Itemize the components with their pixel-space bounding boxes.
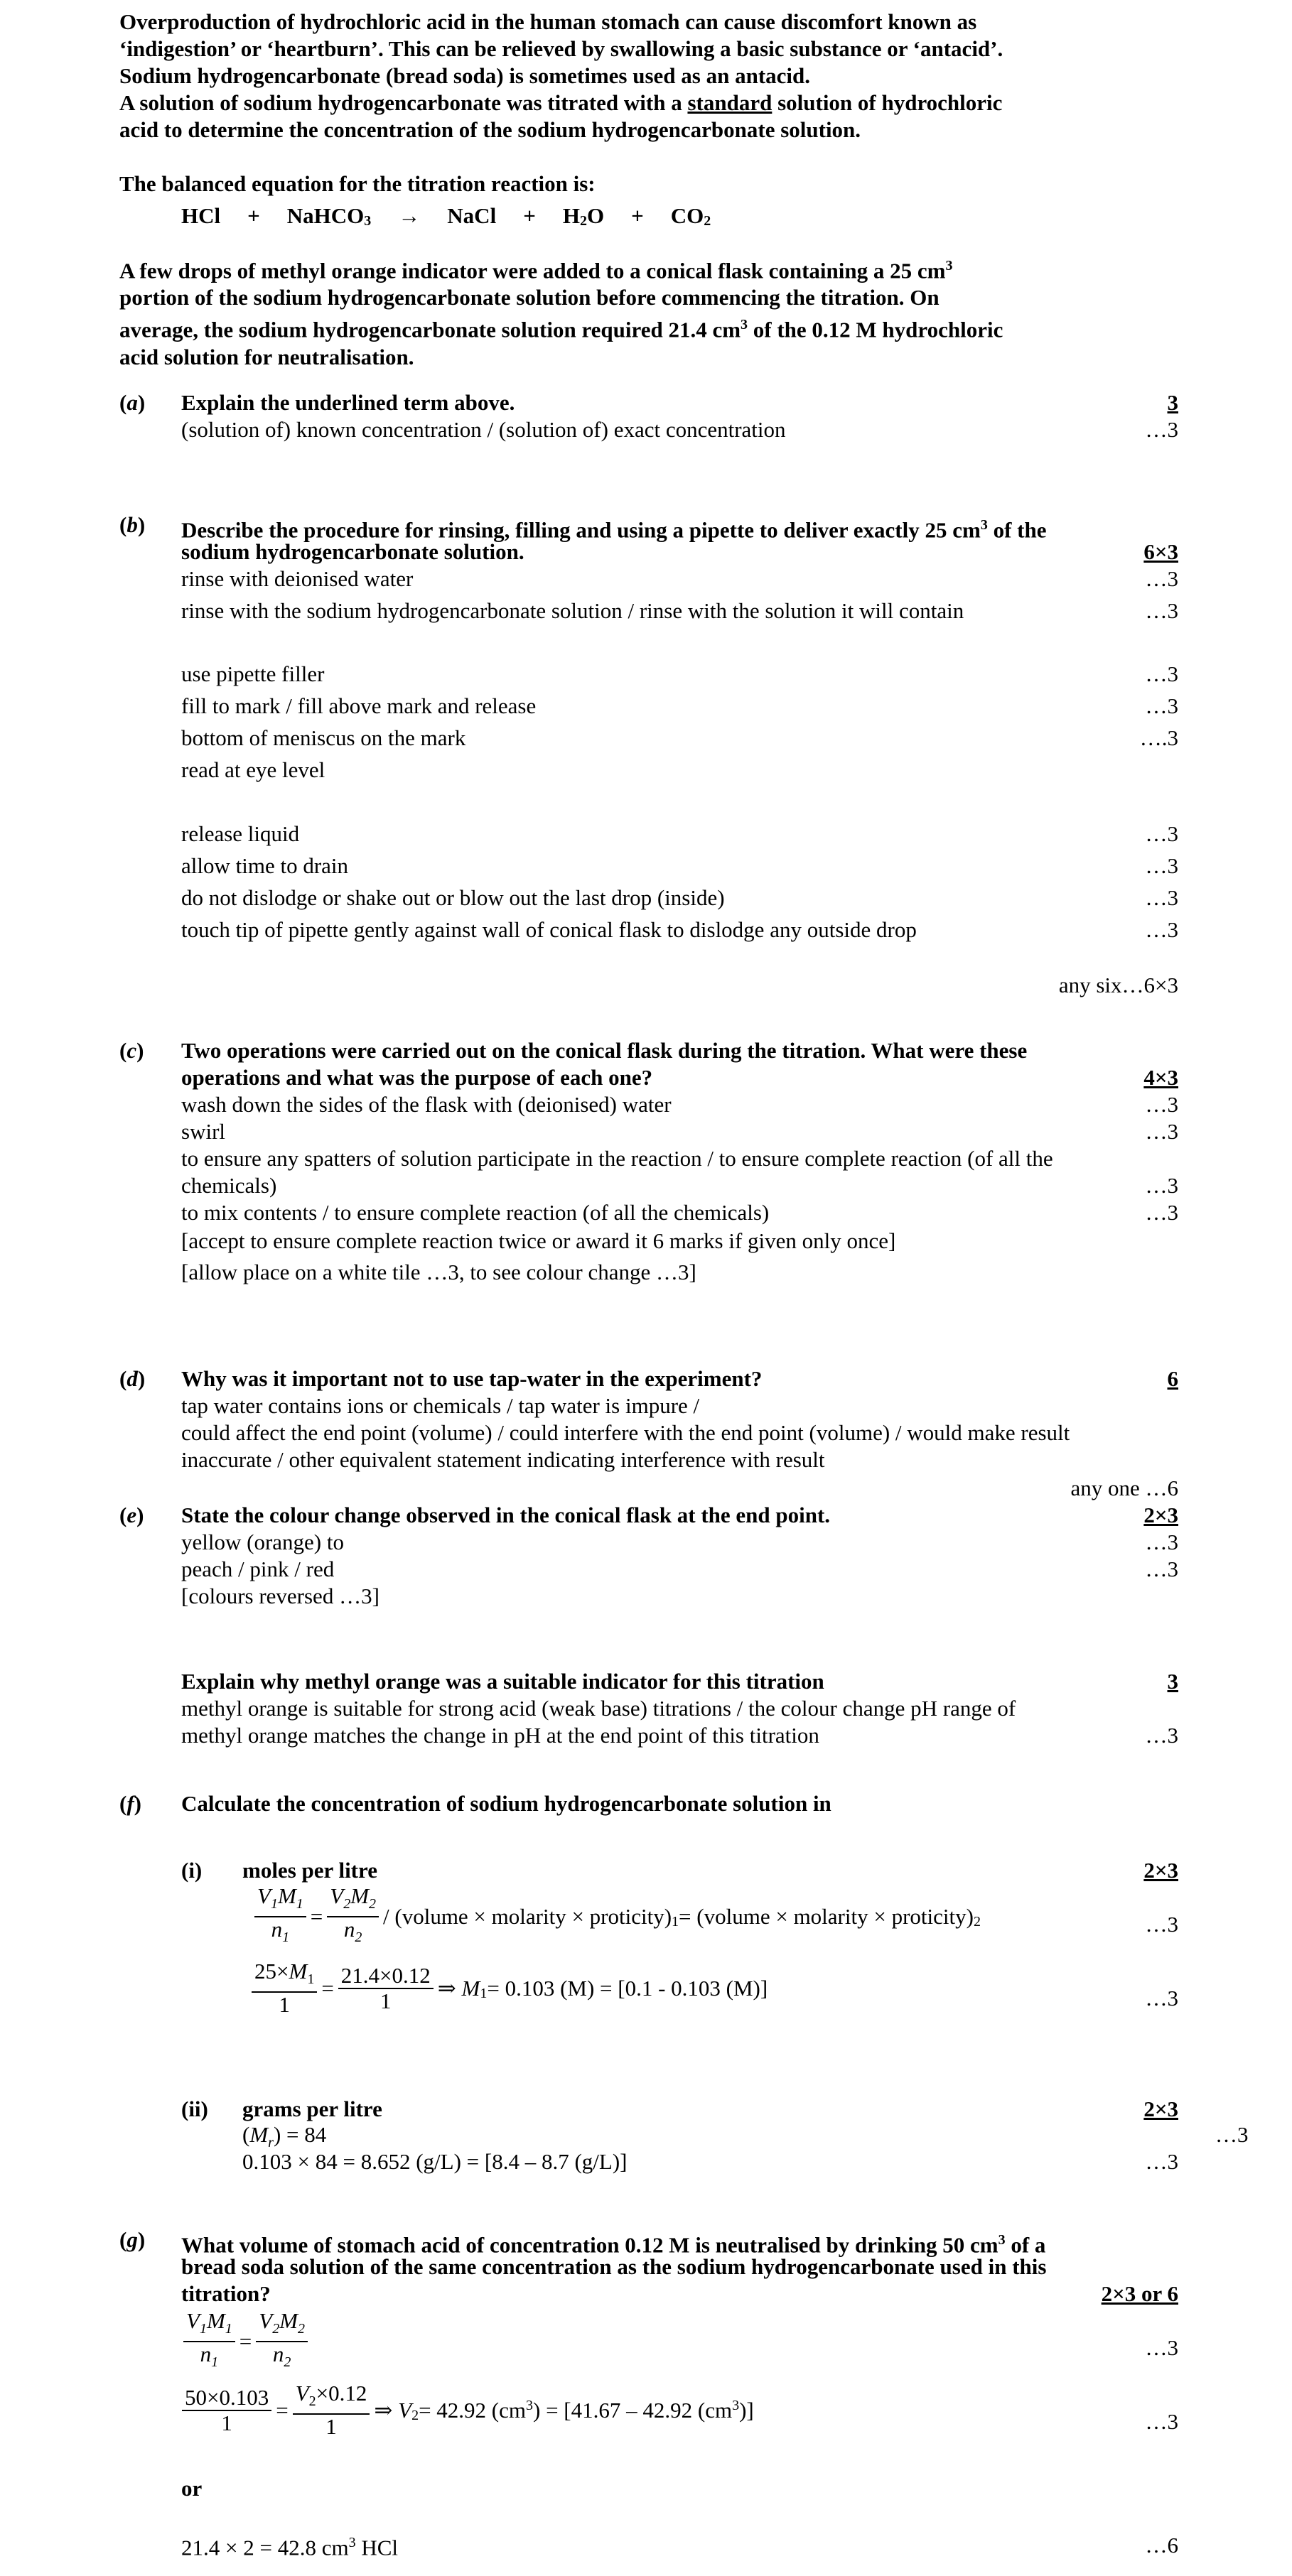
- question-text: bread soda solution of the same concentration as the sodium hydrogencarbonate used in this: [181, 2254, 1047, 2279]
- intro-line: portion of the sodium hydrogencarbonate solution before commencing the titration. On: [119, 285, 940, 310]
- question-text: titration?: [181, 2281, 271, 2306]
- answer-line: allow time to drain: [181, 853, 349, 878]
- answer-line: rinse with the sodium hydrogencarbonate solution / rinse with the solution it will contain: [181, 598, 964, 623]
- marks: …3: [1145, 1092, 1178, 1117]
- question-label: (a): [119, 390, 146, 415]
- formula-v1m1-v2m2-g: $\frac{V_1M_1}{n_1}$ = $\frac{V_2M_2}{n_2}$: [179, 2309, 312, 2374]
- marks: …3: [1145, 661, 1178, 686]
- marks-summary: any six…6×3: [1058, 973, 1178, 997]
- marks: …3: [1145, 598, 1178, 623]
- question-label: (c): [119, 1038, 144, 1063]
- marks: …3: [1145, 1200, 1178, 1225]
- marks: …3: [1145, 917, 1178, 942]
- balanced-equation: HCl + NaHCO $_3$ → NaCl + H $_2$ O + CO $_2$: [181, 203, 711, 229]
- answer-line: swirl: [181, 1119, 225, 1144]
- answer-line: to ensure any spatters of solution participate in the reaction / to ensure complete reaction (of all the: [181, 1146, 1053, 1171]
- intro-paragraph-1: [119, 9, 1129, 144]
- question-text: sodium hydrogencarbonate solution.: [181, 539, 524, 564]
- fraction: $\frac{V_2\times 0.12}{1}$: [293, 2381, 370, 2439]
- intro-line: A few drops of methyl orange indicator were added to a conical flask containing a 25 $cm^3$: [119, 258, 953, 283]
- sub-title: grams per litre: [242, 2096, 382, 2121]
- intro-line: ‘indigestion’ or ‘heartburn’. This can be relieved by swallowing a basic substance or ‘antacid’.: [119, 36, 1003, 61]
- marks: …3: [1145, 417, 1178, 442]
- question-label: (b): [119, 512, 146, 537]
- question-text: Two operations were carried out on the conical flask during the titration. What were these: [181, 1038, 1028, 1063]
- answer-line: could affect the end point (volume) / could interfere with the end point (volume) / would make result: [181, 1420, 1070, 1445]
- formula-v1m1-v2m2: $\frac{V_1M_1}{n_1}$ = $\frac{V_2M_2}{n_2}$ / (volume × molarity × proticity) $_1$ = (volume × molarity × proticity) $_2$: [250, 1884, 981, 1949]
- question-label: (e): [119, 1503, 144, 1527]
- answer-line: inaccurate / other equivalent statement indicating interference with result: [181, 1447, 825, 1472]
- answer-line: chemicals): [181, 1173, 277, 1198]
- fraction: $\frac{21.4\times 0.12}{1}$: [338, 1964, 434, 2013]
- marks: …3: [1145, 1530, 1178, 1554]
- marks: 2×3: [1143, 1503, 1178, 1527]
- marks-summary: any one …6: [1070, 1476, 1178, 1500]
- answer-line: yellow (orange) to: [181, 1530, 344, 1554]
- intro-line: Sodium hydrogencarbonate (bread soda) is sometimes used as an antacid.: [119, 63, 811, 88]
- question-text: operations and what was the purpose of each one?: [181, 1065, 653, 1090]
- question-label: (d): [119, 1366, 146, 1391]
- answer-line: release liquid: [181, 821, 300, 846]
- question-text: Describe the procedure for rinsing, filling and using a pipette to deliver exactly 25 $cm^3$ of the: [181, 517, 1047, 543]
- answer-line: tap water contains ions or chemicals / tap water is impure /: [181, 1393, 700, 1418]
- answer-line: methyl orange is suitable for strong acid (weak base) titrations / the colour change pH range of: [181, 1696, 1016, 1721]
- answer-line: fill to mark / fill above mark and release: [181, 693, 537, 718]
- question-label: (g): [119, 2227, 146, 2252]
- marks: 2×3: [1143, 1858, 1178, 1883]
- sub-label: (ii): [181, 2096, 208, 2121]
- answer-line: rinse with deionised water: [181, 566, 414, 591]
- marks: 2×3 or 6: [1101, 2281, 1178, 2306]
- question-text: Explain why methyl orange was a suitable indicator for this titration: [181, 1669, 824, 1694]
- fraction: $\frac{V_2M_2}{n_2}$: [327, 1884, 379, 1949]
- marks: …3: [1145, 885, 1178, 910]
- marks: …3: [1145, 2149, 1178, 2174]
- marks: …3: [1145, 693, 1178, 718]
- intro-paragraph-3: [119, 252, 1129, 371]
- answer-line: 21.4 × 2 = 42.8 $cm^3$ HCl: [181, 2535, 399, 2560]
- answer-line: read at eye level: [181, 757, 325, 782]
- marks: ….3: [1139, 725, 1178, 750]
- fraction: $\frac{50\times 0.103}{1}$: [182, 2386, 271, 2435]
- marks: …3: [1145, 2335, 1178, 2360]
- answer-note: [colours reversed …3]: [181, 1584, 379, 1608]
- answer-line: use pipette filler: [181, 661, 325, 686]
- question-text: Why was it important not to use tap-water in the experiment?: [181, 1366, 763, 1391]
- marks: …3: [1145, 1119, 1178, 1144]
- marks: 3: [1167, 390, 1178, 415]
- marks: 6: [1167, 1366, 1178, 1391]
- equation-title: The balanced equation for the titration reaction is:: [119, 171, 596, 196]
- intro-line: acid solution for neutralisation.: [119, 344, 414, 369]
- marks: …3: [1145, 1986, 1178, 2011]
- answer-line: (solution of) known concentration / (solution of) exact concentration: [181, 417, 786, 442]
- question-text: What volume of stomach acid of concentration 0.12 M is neutralised by drinking 50 $cm^3$ of a: [181, 2232, 1046, 2258]
- underlined-term: standard: [687, 90, 772, 115]
- marks: …3: [1145, 1557, 1178, 1581]
- answer-line: bottom of meniscus on the mark: [181, 725, 466, 750]
- answer-line: 0.103 × 84 = 8.652 (g/L) = [8.4 – 8.7 (g/L)]: [242, 2149, 628, 2174]
- answer-line: $(M_r) = 84$: [242, 2122, 327, 2151]
- marks: 4×3: [1143, 1065, 1178, 1090]
- formula-calc-v2: $\frac{50\times 0.103}{1}$ = $\frac{V_2\times 0.12}{1}$ ⇒ V $_2$ = 42.92 (cm $^3$ ) = [41.67 – 42.92 (cm $^3$ )]: [178, 2381, 754, 2439]
- answer-line: peach / pink / red: [181, 1557, 335, 1581]
- fraction: $\frac{V_1M_1}{n_1}$: [254, 1884, 306, 1949]
- marks: …3: [1145, 566, 1178, 591]
- stray-marks: …3: [1215, 2122, 1249, 2147]
- fraction: $\frac{V_2M_2}{n_2}$: [256, 2309, 308, 2374]
- marks: 3: [1167, 1669, 1178, 1694]
- marks: 6×3: [1143, 539, 1178, 564]
- question-label: (f): [119, 1791, 141, 1816]
- answer-line: methyl orange matches the change in pH at the end point of this titration: [181, 1723, 819, 1748]
- question-text: Calculate the concentration of sodium hydrogencarbonate solution in: [181, 1791, 831, 1816]
- marks: …3: [1145, 821, 1178, 846]
- marks: …3: [1145, 1173, 1178, 1198]
- marks: 2×3: [1143, 2096, 1178, 2121]
- marks: …3: [1145, 2409, 1178, 2434]
- or-separator: or: [181, 2476, 203, 2501]
- answer-note: [allow place on a white tile …3, to see colour change …3]: [181, 1260, 696, 1284]
- intro-line: average, the sodium hydrogencarbonate solution required 21.4 $cm^3$ of the 0.12 M hydrochloric: [119, 317, 1003, 342]
- intro-line: A solution of sodium hydrogencarbonate was titrated with a standard solution of hydrochloric: [119, 90, 1003, 115]
- answer-line: to mix contents / to ensure complete reaction (of all the chemicals): [181, 1200, 770, 1225]
- answer-line: wash down the sides of the flask with (deionised) water: [181, 1092, 672, 1117]
- sub-title: moles per litre: [242, 1858, 377, 1883]
- intro-line: acid to determine the concentration of the sodium hydrogencarbonate solution.: [119, 117, 861, 142]
- question-text: State the colour change observed in the conical flask at the end point.: [181, 1503, 831, 1527]
- marks: …3: [1145, 853, 1178, 878]
- answer-note: [accept to ensure complete reaction twice or award it 6 marks if given only once]: [181, 1228, 896, 1253]
- fraction: $\frac{V_1M_1}{n_1}$: [183, 2309, 235, 2374]
- marks: …3: [1145, 1912, 1178, 1937]
- intro-line: Overproduction of hydrochloric acid in the human stomach can cause discomfort known as: [119, 9, 977, 34]
- marks: …3: [1145, 1723, 1178, 1748]
- sub-label: (i): [181, 1858, 203, 1883]
- question-text: Explain the underlined term above.: [181, 390, 515, 415]
- formula-calc-m1: $\frac{25\times M_1}{1}$ = $\frac{21.4\times 0.12}{1}$ ⇒ M $_1$ = 0.103 (M) = [0.1 - 0.103 (M)]: [247, 1959, 768, 2017]
- answer-line: do not dislodge or shake out or blow out the last drop (inside): [181, 885, 725, 910]
- marks: …6: [1145, 2533, 1178, 2558]
- answer-line: touch tip of pipette gently against wall of conical flask to dislodge any outside drop: [181, 917, 917, 942]
- fraction: $\frac{25\times M_1}{1}$: [252, 1959, 317, 2017]
